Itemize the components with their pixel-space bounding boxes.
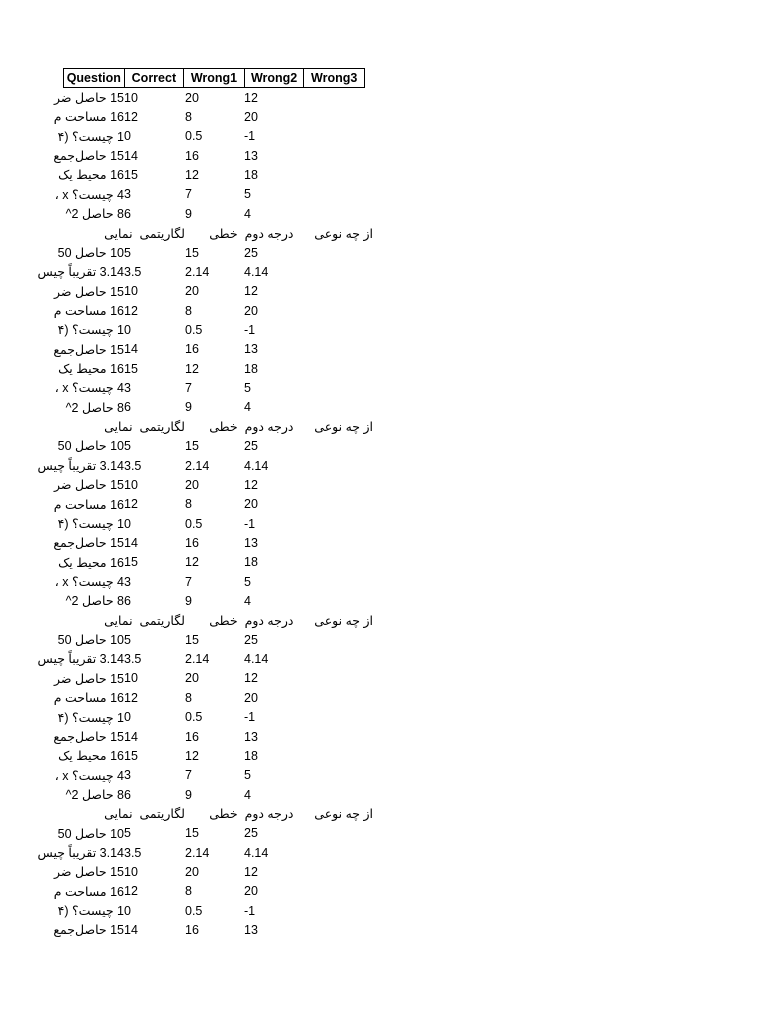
correct-cell: 6 bbox=[124, 787, 131, 802]
wrong1-cell: 8 bbox=[185, 303, 192, 318]
question-cell bbox=[54, 185, 124, 204]
question-cell bbox=[53, 533, 124, 552]
question-text: 15 حاصل ضر bbox=[54, 284, 124, 299]
question-text: 15 حاصل ضر bbox=[54, 671, 124, 686]
wrong1-cell: 20 bbox=[185, 671, 199, 686]
question-cell bbox=[57, 320, 124, 339]
table-row bbox=[37, 456, 373, 475]
table-row bbox=[57, 901, 373, 920]
wrong1-cell: 7 bbox=[185, 768, 192, 783]
table-row bbox=[53, 146, 373, 165]
spreadsheet bbox=[37, 68, 373, 940]
correct-cell: 3 bbox=[124, 768, 131, 783]
header-question: Question bbox=[64, 69, 125, 87]
table-row bbox=[57, 436, 373, 455]
wrong1-cell: 20 bbox=[185, 865, 199, 880]
question-text: 1 چیست؟ (۴ bbox=[57, 129, 124, 144]
table-row bbox=[54, 475, 373, 494]
spanning-question-cell bbox=[63, 224, 373, 243]
correct-cell: 0 bbox=[124, 516, 131, 531]
question-text: 15 حاصل ضر bbox=[54, 865, 124, 880]
correct-cell: 5 bbox=[124, 439, 131, 454]
header-correct: Correct bbox=[125, 69, 185, 87]
correct-cell: 15 bbox=[124, 168, 138, 183]
question-cell bbox=[53, 920, 124, 939]
wrong2-cell: 25 bbox=[244, 826, 258, 841]
spanning-question-text: از چه نوعی درجه دوم خطی لگاریتمی نمایی bbox=[104, 226, 373, 241]
question-cell bbox=[37, 843, 124, 862]
table-row bbox=[37, 649, 373, 668]
table-row bbox=[37, 843, 373, 862]
wrong2-cell: 20 bbox=[244, 690, 258, 705]
wrong1-cell: 9 bbox=[185, 787, 192, 802]
wrong2-cell: 4 bbox=[244, 206, 251, 221]
wrong1-cell: 2.14 bbox=[185, 264, 210, 279]
question-cell bbox=[57, 901, 124, 920]
table-row bbox=[63, 611, 373, 630]
question-cell bbox=[58, 746, 124, 765]
wrong2-cell: 4.14 bbox=[244, 458, 269, 473]
table-row bbox=[63, 224, 373, 243]
correct-cell: 3 bbox=[124, 381, 131, 396]
wrong2-cell: 12 bbox=[244, 671, 258, 686]
question-cell bbox=[57, 127, 124, 146]
correct-cell: 10 bbox=[124, 671, 138, 686]
table-row bbox=[53, 340, 373, 359]
wrong1-cell: 12 bbox=[185, 748, 199, 763]
table-row bbox=[58, 359, 373, 378]
question-cell bbox=[54, 282, 124, 301]
question-text: 15 حاصل‌جمع bbox=[53, 149, 124, 164]
header-wrong3: Wrong3 bbox=[311, 71, 358, 85]
table-row bbox=[57, 630, 373, 649]
wrong1-cell: 16 bbox=[185, 729, 199, 744]
question-text: 3.14 تقریباً چیس bbox=[37, 265, 124, 280]
wrong2-cell: -1 bbox=[244, 710, 256, 725]
wrong1-cell: 0.5 bbox=[185, 516, 203, 531]
question-cell bbox=[53, 301, 124, 320]
question-cell bbox=[63, 785, 124, 804]
question-text: 8 حاصل 2^ bbox=[65, 787, 124, 802]
spanning-question-cell bbox=[63, 804, 373, 823]
wrong1-cell: 9 bbox=[185, 206, 192, 221]
wrong2-cell: 18 bbox=[244, 168, 258, 183]
wrong1-cell: 8 bbox=[185, 110, 192, 125]
question-cell bbox=[58, 359, 124, 378]
wrong2-cell: -1 bbox=[244, 903, 256, 918]
question-cell bbox=[57, 514, 124, 533]
wrong1-cell: 8 bbox=[185, 690, 192, 705]
question-cell bbox=[63, 591, 124, 610]
question-text: 1 چیست؟ (۴ bbox=[57, 904, 124, 919]
wrong1-cell: 8 bbox=[185, 884, 192, 899]
correct-cell: 12 bbox=[124, 110, 138, 125]
wrong1-cell: 20 bbox=[185, 477, 199, 492]
table-row bbox=[37, 262, 373, 281]
wrong1-cell: 0.5 bbox=[185, 710, 203, 725]
table-row bbox=[53, 301, 373, 320]
question-cell bbox=[57, 824, 124, 843]
wrong1-cell: 7 bbox=[185, 187, 192, 202]
question-text: 4 چیست؟ x ، bbox=[54, 187, 124, 202]
correct-cell: 12 bbox=[124, 303, 138, 318]
table-row bbox=[57, 320, 373, 339]
correct-cell: 3 bbox=[124, 187, 131, 202]
wrong1-cell: 0.5 bbox=[185, 903, 203, 918]
wrong2-cell: 13 bbox=[244, 729, 258, 744]
question-text: 15 حاصل‌جمع bbox=[53, 729, 124, 744]
question-cell bbox=[37, 649, 124, 668]
wrong1-cell: 16 bbox=[185, 923, 199, 938]
question-cell bbox=[54, 572, 124, 591]
wrong1-cell: 12 bbox=[185, 361, 199, 376]
table-row bbox=[58, 746, 373, 765]
question-text: 15 حاصل‌جمع bbox=[53, 923, 124, 938]
table-row bbox=[57, 127, 373, 146]
wrong2-cell: 18 bbox=[244, 555, 258, 570]
correct-cell: 0 bbox=[124, 322, 131, 337]
correct-cell: 5 bbox=[124, 245, 131, 260]
table-row bbox=[54, 669, 373, 688]
wrong1-cell: 15 bbox=[185, 826, 199, 841]
wrong1-cell: 12 bbox=[185, 555, 199, 570]
correct-cell: 10 bbox=[124, 477, 138, 492]
question-cell bbox=[54, 862, 124, 881]
correct-cell: 14 bbox=[124, 148, 138, 163]
wrong1-cell: 8 bbox=[185, 497, 192, 512]
wrong2-cell: 25 bbox=[244, 439, 258, 454]
wrong2-cell: 12 bbox=[244, 865, 258, 880]
wrong2-cell: 4.14 bbox=[244, 652, 269, 667]
question-text: 1 چیست؟ (۴ bbox=[57, 323, 124, 338]
correct-cell: 12 bbox=[124, 884, 138, 899]
table-row bbox=[53, 688, 373, 707]
table-row bbox=[63, 785, 373, 804]
wrong2-cell: 25 bbox=[244, 245, 258, 260]
wrong2-cell: 5 bbox=[244, 381, 251, 396]
wrong2-cell: 18 bbox=[244, 361, 258, 376]
correct-cell: 10 bbox=[124, 865, 138, 880]
wrong1-cell: 15 bbox=[185, 632, 199, 647]
wrong2-cell: 13 bbox=[244, 148, 258, 163]
correct-cell: 6 bbox=[124, 206, 131, 221]
question-cell bbox=[54, 475, 124, 494]
question-cell bbox=[53, 495, 124, 514]
question-cell bbox=[53, 688, 124, 707]
question-text: 10 حاصل 50 bbox=[57, 633, 124, 648]
question-text: 3.14 تقریباً چیس bbox=[37, 458, 124, 473]
header-row bbox=[63, 68, 365, 88]
wrong2-cell: 5 bbox=[244, 574, 251, 589]
correct-cell: 0 bbox=[124, 710, 131, 725]
wrong1-cell: 2.14 bbox=[185, 845, 210, 860]
table-row bbox=[58, 553, 373, 572]
question-cell bbox=[58, 165, 124, 184]
question-text: 1 چیست؟ (۴ bbox=[57, 516, 124, 531]
question-text: 4 چیست؟ x ، bbox=[54, 768, 124, 783]
table-row bbox=[57, 514, 373, 533]
question-text: 4 چیست؟ x ، bbox=[54, 381, 124, 396]
wrong1-cell: 7 bbox=[185, 381, 192, 396]
wrong2-cell: 4 bbox=[244, 594, 251, 609]
wrong2-cell: 13 bbox=[244, 535, 258, 550]
wrong2-cell: 20 bbox=[244, 884, 258, 899]
table-row bbox=[57, 708, 373, 727]
correct-cell: 5 bbox=[124, 632, 131, 647]
wrong1-cell: 20 bbox=[185, 90, 199, 105]
wrong2-cell: 25 bbox=[244, 632, 258, 647]
table-row bbox=[54, 766, 373, 785]
table-row bbox=[53, 882, 373, 901]
header-wrong1: Wrong1 bbox=[184, 69, 245, 87]
correct-cell: 3.5 bbox=[124, 652, 142, 667]
wrong2-cell: 12 bbox=[244, 477, 258, 492]
correct-cell: 14 bbox=[124, 342, 138, 357]
question-cell bbox=[53, 107, 124, 126]
wrong2-cell: 13 bbox=[244, 342, 258, 357]
question-text: 16 محیط یک bbox=[58, 168, 124, 183]
wrong2-cell: -1 bbox=[244, 129, 256, 144]
correct-cell: 10 bbox=[124, 284, 138, 299]
question-text: 15 حاصل‌جمع bbox=[53, 536, 124, 551]
question-text: 3.14 تقریباً چیس bbox=[37, 652, 124, 667]
question-text: 16 محیط یک bbox=[58, 555, 124, 570]
table-row bbox=[57, 824, 373, 843]
wrong1-cell: 0.5 bbox=[185, 129, 203, 144]
correct-cell: 0 bbox=[124, 129, 131, 144]
wrong1-cell: 16 bbox=[185, 148, 199, 163]
wrong2-cell: 4.14 bbox=[244, 264, 269, 279]
wrong2-cell: 13 bbox=[244, 923, 258, 938]
wrong1-cell: 15 bbox=[185, 439, 199, 454]
question-cell bbox=[54, 766, 124, 785]
header-wrong2: Wrong2 bbox=[245, 69, 305, 87]
question-text: 8 حاصل 2^ bbox=[65, 207, 124, 222]
wrong1-cell: 20 bbox=[185, 284, 199, 299]
wrong1-cell: 7 bbox=[185, 574, 192, 589]
question-cell bbox=[54, 88, 124, 107]
question-text: 10 حاصل 50 bbox=[57, 826, 124, 841]
wrong2-cell: 20 bbox=[244, 303, 258, 318]
wrong1-cell: 2.14 bbox=[185, 652, 210, 667]
table-row bbox=[57, 243, 373, 262]
question-cell bbox=[54, 378, 124, 397]
spanning-question-text: از چه نوعی درجه دوم خطی لگاریتمی نمایی bbox=[104, 420, 373, 435]
spanning-question-text: از چه نوعی درجه دوم خطی لگاریتمی نمایی bbox=[104, 613, 373, 628]
wrong2-cell: -1 bbox=[244, 322, 256, 337]
wrong2-cell: 5 bbox=[244, 768, 251, 783]
question-text: 8 حاصل 2^ bbox=[65, 400, 124, 415]
correct-cell: 3.5 bbox=[124, 264, 142, 279]
question-cell bbox=[37, 456, 124, 475]
question-cell bbox=[54, 669, 124, 688]
wrong2-cell: 12 bbox=[244, 284, 258, 299]
table-row bbox=[54, 378, 373, 397]
wrong2-cell: 20 bbox=[244, 497, 258, 512]
correct-cell: 14 bbox=[124, 729, 138, 744]
wrong2-cell: 4 bbox=[244, 400, 251, 415]
wrong2-cell: 18 bbox=[244, 748, 258, 763]
question-text: 3.14 تقریباً چیس bbox=[37, 846, 124, 861]
table-row bbox=[53, 107, 373, 126]
correct-cell: 3.5 bbox=[124, 458, 142, 473]
table-row bbox=[54, 572, 373, 591]
correct-cell: 3 bbox=[124, 574, 131, 589]
question-text: 16 مساحت م bbox=[53, 691, 124, 706]
table-row bbox=[58, 165, 373, 184]
question-text: 4 چیست؟ x ، bbox=[54, 574, 124, 589]
question-cell bbox=[37, 262, 124, 281]
question-text: 16 محیط یک bbox=[58, 362, 124, 377]
question-text: 1 چیست؟ (۴ bbox=[57, 710, 124, 725]
question-text: 16 مساحت م bbox=[53, 497, 124, 512]
question-cell bbox=[57, 436, 124, 455]
wrong1-cell: 9 bbox=[185, 594, 192, 609]
question-cell bbox=[57, 243, 124, 262]
wrong2-cell: 5 bbox=[244, 187, 251, 202]
wrong1-cell: 2.14 bbox=[185, 458, 210, 473]
table-row bbox=[63, 804, 373, 823]
correct-cell: 10 bbox=[124, 90, 138, 105]
question-text: 10 حاصل 50 bbox=[57, 439, 124, 454]
table-row bbox=[54, 282, 373, 301]
wrong1-cell: 9 bbox=[185, 400, 192, 415]
question-text: 10 حاصل 50 bbox=[57, 245, 124, 260]
table-row bbox=[63, 204, 373, 223]
wrong2-cell: 4.14 bbox=[244, 845, 269, 860]
wrong1-cell: 0.5 bbox=[185, 322, 203, 337]
wrong1-cell: 16 bbox=[185, 535, 199, 550]
question-text: 16 مساحت م bbox=[53, 884, 124, 899]
question-text: 16 مساحت م bbox=[53, 303, 124, 318]
question-cell bbox=[57, 630, 124, 649]
question-cell bbox=[57, 708, 124, 727]
table-row bbox=[63, 417, 373, 436]
table-row bbox=[63, 591, 373, 610]
table-row bbox=[54, 862, 373, 881]
wrong2-cell: 12 bbox=[244, 90, 258, 105]
question-cell bbox=[53, 146, 124, 165]
question-cell bbox=[53, 340, 124, 359]
wrong1-cell: 15 bbox=[185, 245, 199, 260]
table-body bbox=[37, 88, 373, 940]
correct-cell: 6 bbox=[124, 400, 131, 415]
question-text: 16 مساحت م bbox=[53, 110, 124, 125]
question-text: 16 محیط یک bbox=[58, 749, 124, 764]
correct-cell: 14 bbox=[124, 535, 138, 550]
correct-cell: 15 bbox=[124, 748, 138, 763]
question-cell bbox=[63, 204, 124, 223]
table-row bbox=[53, 495, 373, 514]
wrong1-cell: 16 bbox=[185, 342, 199, 357]
correct-cell: 6 bbox=[124, 594, 131, 609]
question-text: 8 حاصل 2^ bbox=[65, 594, 124, 609]
correct-cell: 15 bbox=[124, 361, 138, 376]
wrong2-cell: -1 bbox=[244, 516, 256, 531]
correct-cell: 12 bbox=[124, 690, 138, 705]
question-cell bbox=[63, 398, 124, 417]
question-text: 15 حاصل‌جمع bbox=[53, 342, 124, 357]
wrong2-cell: 4 bbox=[244, 787, 251, 802]
table-row bbox=[53, 727, 373, 746]
table-row bbox=[53, 533, 373, 552]
wrong2-cell: 20 bbox=[244, 110, 258, 125]
correct-cell: 0 bbox=[124, 903, 131, 918]
wrong1-cell: 12 bbox=[185, 168, 199, 183]
table-row bbox=[54, 185, 373, 204]
table-row bbox=[63, 398, 373, 417]
spanning-question-cell bbox=[63, 417, 373, 436]
question-text: 15 حاصل ضر bbox=[54, 91, 124, 105]
question-cell bbox=[53, 882, 124, 901]
correct-cell: 15 bbox=[124, 555, 138, 570]
correct-cell: 14 bbox=[124, 923, 138, 938]
question-text: 15 حاصل ضر bbox=[54, 478, 124, 493]
correct-cell: 12 bbox=[124, 497, 138, 512]
question-cell bbox=[58, 553, 124, 572]
question-cell bbox=[53, 727, 124, 746]
correct-cell: 5 bbox=[124, 826, 131, 841]
spanning-question-text: از چه نوعی درجه دوم خطی لگاریتمی نمایی bbox=[104, 807, 373, 822]
spanning-question-cell bbox=[63, 611, 373, 630]
correct-cell: 3.5 bbox=[124, 845, 142, 860]
table-row bbox=[54, 88, 373, 107]
table-row bbox=[53, 920, 373, 939]
